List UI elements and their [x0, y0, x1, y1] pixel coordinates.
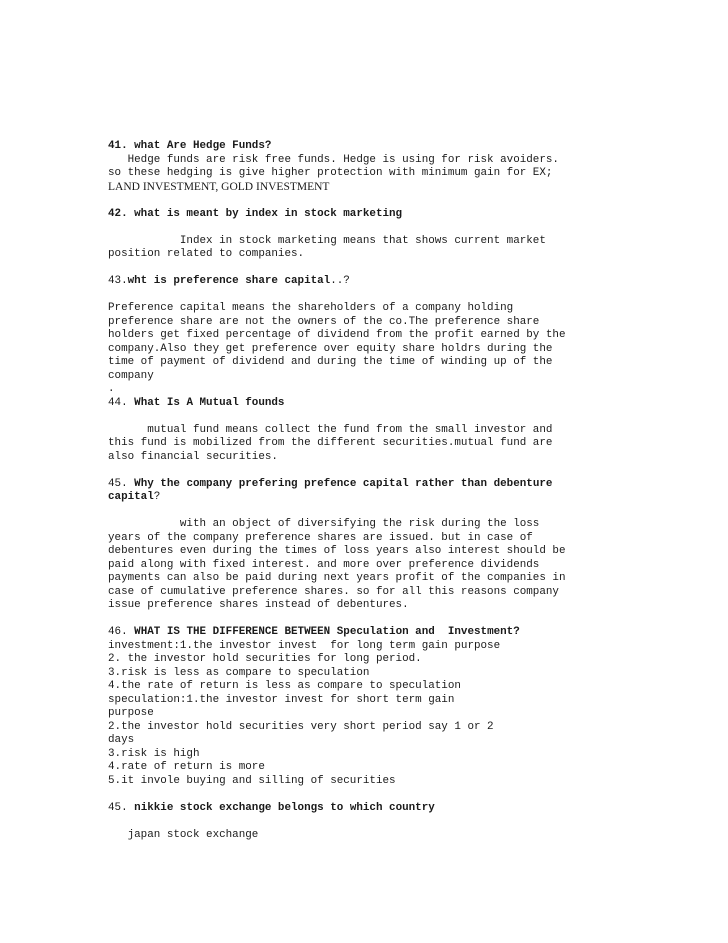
- question-45b-number: 45.: [108, 801, 135, 814]
- answer-46-line-2: 2. the investor hold securities for long period.: [108, 653, 422, 665]
- question-45b-text: nikkie stock exchange belongs to which country: [134, 801, 435, 814]
- answer-46-line-4: 4.the rate of return is less as compare to speculation: [108, 680, 461, 692]
- answer-43-line-3: holders get fixed percentage of dividend from the profit earned by the: [108, 329, 566, 341]
- answer-43-line-7: .: [108, 383, 115, 395]
- answer-46-line-6: purpose: [108, 707, 154, 719]
- answer-46-line-9: 3.risk is high: [108, 747, 200, 760]
- answer-46-line-11: 5.it invole buying and silling of securities: [108, 774, 396, 787]
- question-45a-title-line-1: [108, 478, 618, 492]
- spacer: [108, 262, 618, 276]
- question-45a-text-cont: capital: [108, 491, 154, 503]
- answer-45b-line-1: japan stock exchange: [108, 828, 259, 841]
- spacer: [108, 613, 618, 627]
- answer-46-line-3: 3.risk is less as compare to speculation: [108, 666, 370, 679]
- answer-44-line-3: also financial securities.: [108, 450, 278, 463]
- spacer: [108, 221, 618, 235]
- spacer: [108, 815, 618, 829]
- question-43-title: [108, 275, 618, 289]
- question-46-text: WHAT IS THE DIFFERENCE BETWEEN Speculation and Investment?: [134, 626, 520, 638]
- answer-46-line-8: days: [108, 734, 135, 746]
- spacer: [108, 464, 618, 478]
- answer-41-line-2: so these hedging is give higher protection with minimum gain for EX;: [108, 167, 553, 179]
- answer-43-line-2: preference share are not the owners of the co.The preference share: [108, 315, 540, 328]
- answer-46-line-10: 4.rate of return is more: [108, 761, 265, 773]
- answer-41-line-1: Hedge funds are risk free funds. Hedge is using for risk avoiders.: [108, 153, 559, 166]
- spacer: [108, 289, 618, 303]
- answer-45a-line-5: payments can also be paid during next years profit of the companies in: [108, 572, 566, 584]
- document-page: [108, 140, 618, 842]
- question-44-text: What Is A Mutual founds: [134, 396, 285, 409]
- answer-46-line-1: investment:1.the investor invest for long term gain purpose: [108, 639, 501, 652]
- answer-45a-line-4: paid along with fixed interest. and more over preference dividends: [108, 558, 540, 571]
- answer-46-line-7: 2.the investor hold securities very short period say 1 or 2: [108, 720, 494, 733]
- question-43-tail: ..?: [330, 275, 350, 287]
- answer-42-line-2: position related to companies.: [108, 248, 305, 260]
- answer-43-line-5: time of payment of dividend and during the time of winding up of the: [108, 356, 553, 368]
- question-43-number: 43.: [108, 275, 128, 287]
- question-45a-tail: ?: [153, 491, 161, 503]
- answer-45a-line-3: debentures even during the times of loss years also interest should be: [108, 545, 566, 557]
- spacer: [108, 788, 618, 802]
- answer-45a-line-2: years of the company preference shares are issued. but in case of: [108, 531, 533, 544]
- answer-43-line-1: Preference capital means the shareholders of a company holding: [108, 302, 514, 314]
- answer-46-line-5: speculation:1.the investor invest for short term gain: [108, 693, 455, 706]
- answer-44-line-2: this fund is mobilized from the different securities.mutual fund are: [108, 437, 553, 449]
- question-41-title: 41. what Are Hedge Funds?: [108, 140, 272, 152]
- answer-45a-line-6: case of cumulative preference shares. so for all this reasons company: [108, 585, 559, 598]
- answer-44-line-1: mutual fund means collect the fund from the small investor and: [108, 423, 553, 436]
- question-45a-number: 45.: [108, 477, 135, 490]
- answer-43-line-4: company.Also they get preference over equity share holdrs during the: [108, 342, 553, 355]
- question-44-title: [108, 397, 618, 411]
- spacer: [108, 505, 618, 519]
- question-45a-text: Why the company prefering prefence capital rather than debenture: [134, 477, 553, 490]
- question-42-title: 42. what is meant by index in stock marketing: [108, 207, 403, 220]
- question-46-title: [108, 626, 618, 640]
- spacer: [108, 410, 618, 424]
- answer-45a-line-1: with an object of diversifying the risk during the loss: [108, 518, 540, 530]
- question-44-number: 44.: [108, 396, 135, 409]
- question-45b-title: [108, 802, 618, 816]
- answer-45a-line-7: issue preference shares instead of debentures.: [108, 599, 409, 611]
- question-46-number: 46.: [108, 626, 135, 638]
- answer-43-line-6: company: [108, 369, 154, 382]
- answer-41-line-3: LAND INVESTMENT, GOLD INVESTMENT: [108, 180, 330, 193]
- question-43-text: wht is preference share capital: [127, 275, 331, 287]
- answer-42-line-1: Index in stock marketing means that shows current market: [108, 234, 546, 247]
- question-45a-title-line-2: [108, 491, 618, 505]
- spacer: [108, 194, 618, 208]
